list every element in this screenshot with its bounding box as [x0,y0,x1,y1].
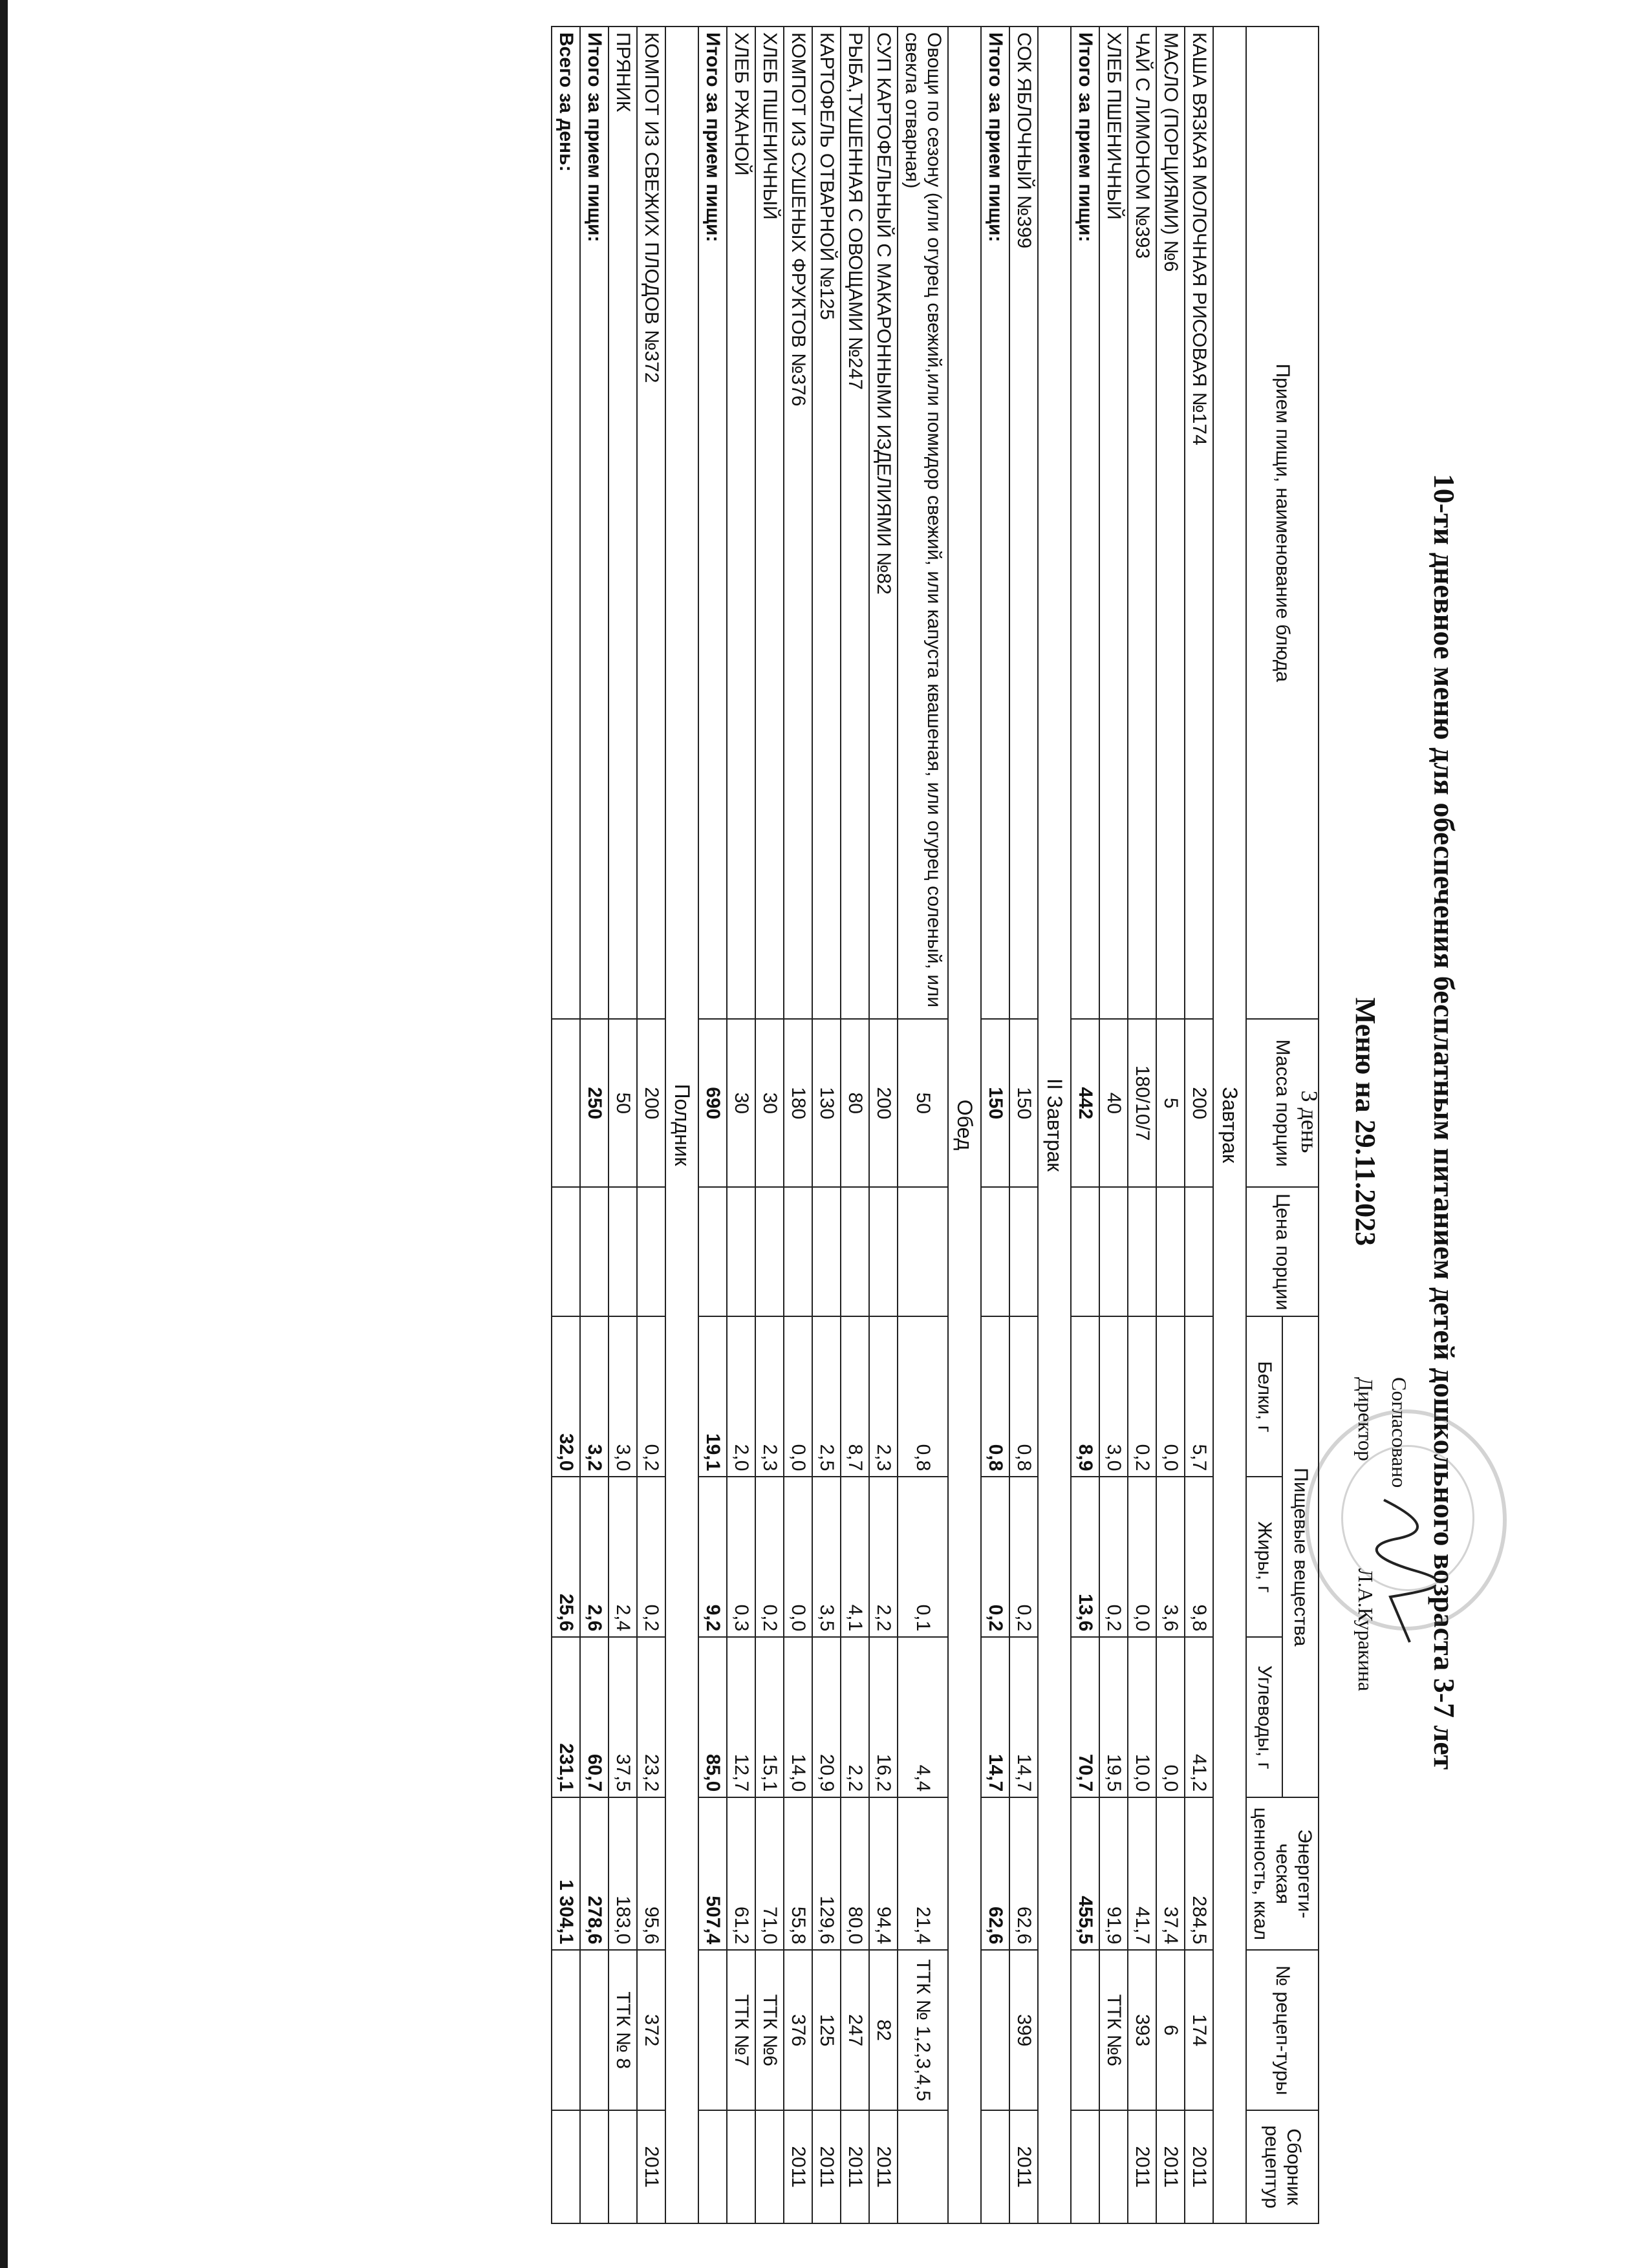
dish-collection [609,2110,637,2223]
dish-recipe: 174 [1185,1950,1213,2110]
header-collection: Сборник рецептур [1246,2110,1319,2223]
dish-recipe: 247 [841,1950,869,2110]
meal-total-mass: 150 [981,1019,1009,1187]
dish-name: СОК ЯБЛОЧНЫЙ №399 [1009,27,1038,1019]
dish-collection: 2011 [841,2110,869,2223]
dish-name: КОМПОТ ИЗ СВЕЖИХ ПЛОДОВ №372 [637,27,665,1019]
approval-director-name: Л.А.Куракина [1354,1568,1377,1691]
section-title: Завтрак [1213,27,1246,2223]
scan-left-edge [0,0,8,2268]
dish-carbs: 12,7 [727,1637,755,1797]
empty-cell [698,1187,727,1316]
dish-mass: 180 [784,1019,812,1187]
dish-recipe: ТТК №6 [755,1950,784,2110]
table-row [841,27,869,2223]
dish-name: Овощи по сезону (или огурец свежий,или помидор свежий, или капуста квашеная, или огурец соленый, или свекла отварная) [898,27,948,1019]
meal-total-protein: 8,9 [1071,1316,1099,1477]
dish-collection: 2011 [1009,2110,1038,2223]
dish-energy: 129,6 [812,1797,841,1950]
dish-mass: 50 [898,1019,948,1187]
dish-fat: 2,4 [609,1477,637,1637]
dish-recipe: 125 [812,1950,841,2110]
dish-protein: 2,5 [812,1316,841,1477]
dish-protein: 8,7 [841,1316,869,1477]
dish-collection [755,2110,784,2223]
dish-protein: 0,0 [784,1316,812,1477]
meal-total-energy: 455,5 [1071,1797,1099,1950]
dish-recipe: 376 [784,1950,812,2110]
dish-mass: 150 [1009,1019,1038,1187]
table-row [727,27,755,2223]
section-title: Обед [948,27,981,2223]
empty-cell [580,1187,609,1316]
menu-table [551,26,1319,2224]
header-energy: Энергети-ческая ценность, ккал [1246,1797,1319,1950]
dish-price [609,1187,637,1316]
menu-date: Меню на 29.11.2023 [1350,997,1381,1246]
section-row [1038,27,1071,2223]
dish-protein: 2,3 [755,1316,784,1477]
empty-cell [981,1950,1009,2110]
dish-protein: 0,0 [1156,1316,1185,1477]
day-total-row [552,27,580,2223]
dish-mass: 30 [727,1019,755,1187]
dish-carbs: 14,0 [784,1637,812,1797]
meal-total-fat: 2,6 [580,1477,609,1637]
dish-energy: 80,0 [841,1797,869,1950]
dish-carbs: 41,2 [1185,1637,1213,1797]
dish-protein: 0,2 [1128,1316,1156,1477]
table-row [812,27,841,2223]
dish-carbs: 37,5 [609,1637,637,1797]
dish-fat: 3,5 [812,1477,841,1637]
dish-price [1009,1187,1038,1316]
empty-cell [580,2110,609,2223]
empty-cell [552,1019,580,1187]
approval-director-line [1349,1377,1383,1691]
dish-energy: 94,4 [869,1797,898,1950]
section-row [948,27,981,2223]
dish-carbs: 0,0 [1156,1637,1185,1797]
approval-director-label: Директор [1354,1377,1377,1461]
dish-collection [727,2110,755,2223]
table-row [784,27,812,2223]
table-row [869,27,898,2223]
dish-collection: 2011 [1128,2110,1156,2223]
dish-carbs: 23,2 [637,1637,665,1797]
approval-agreed: Согласовано [1388,1377,1411,1488]
meal-total-row [1071,27,1099,2223]
dish-name: КОМПОТ ИЗ СУШЕНЫХ ФРУКТОВ №376 [784,27,812,1019]
dish-protein: 3,0 [609,1316,637,1477]
day-total-protein: 32,0 [552,1316,580,1477]
dish-price [898,1187,948,1316]
dish-mass: 130 [812,1019,841,1187]
dish-collection: 2011 [869,2110,898,2223]
dish-protein: 5,7 [1185,1316,1213,1477]
dish-protein: 0,2 [637,1316,665,1477]
meal-total-row [698,27,727,2223]
empty-cell [981,2110,1009,2223]
meal-total-carbs: 60,7 [580,1637,609,1797]
dish-mass: 5 [1156,1019,1185,1187]
meal-total-fat: 13,6 [1071,1477,1099,1637]
header-meal: Прием пищи, наименование блюда [1246,27,1319,1019]
dish-carbs: 4,4 [898,1637,948,1797]
dish-mass: 50 [609,1019,637,1187]
day-label: 3 день [1297,1090,1322,1153]
dish-name: ХЛЕБ РЖАНОЙ [727,27,755,1019]
empty-cell [698,1950,727,2110]
meal-total-carbs: 70,7 [1071,1637,1099,1797]
rotated-page [91,26,1578,2218]
dish-mass: 200 [637,1019,665,1187]
meal-total-label: Итого за прием пищи: [698,27,727,1019]
dish-fat: 0,0 [784,1477,812,1637]
meal-total-carbs: 85,0 [698,1637,727,1797]
dish-collection: 2011 [637,2110,665,2223]
empty-cell [981,1187,1009,1316]
dish-price [637,1187,665,1316]
meal-total-energy: 278,6 [580,1797,609,1950]
table-row [609,27,637,2223]
dish-name: ПРЯНИК [609,27,637,1019]
meal-total-protein: 0,8 [981,1316,1009,1477]
dish-recipe: 399 [1009,1950,1038,2110]
dish-name: КАША ВЯЗКАЯ МОЛОЧНАЯ РИСОВАЯ №174 [1185,27,1213,1019]
table-row [755,27,784,2223]
dish-fat: 2,2 [869,1477,898,1637]
dish-recipe: 393 [1128,1950,1156,2110]
dish-collection [1099,2110,1128,2223]
dish-fat: 0,1 [898,1477,948,1637]
dish-energy: 37,4 [1156,1797,1185,1950]
header-recipe: № рецеп-туры [1246,1950,1319,2110]
meal-total-fat: 9,2 [698,1477,727,1637]
dish-name: ХЛЕБ ПШЕНИЧНЫЙ [1099,27,1128,1019]
dish-recipe: ТТК №7 [727,1950,755,2110]
table-row [1099,27,1128,2223]
dish-price [1185,1187,1213,1316]
empty-cell [552,1187,580,1316]
meal-total-carbs: 14,7 [981,1637,1009,1797]
dish-mass: 40 [1099,1019,1128,1187]
header-nutrients: Пищевые вещества [1282,1316,1319,1797]
dish-fat: 0,2 [755,1477,784,1637]
dish-recipe: ТТК №6 [1099,1950,1128,2110]
section-row [665,27,698,2223]
dish-mass: 180/10/7 [1128,1019,1156,1187]
table-row [637,27,665,2223]
dish-fat: 4,1 [841,1477,869,1637]
header-mass: Масса порции [1246,1019,1319,1187]
empty-cell [552,2110,580,2223]
section-row [1213,27,1246,2223]
dish-fat: 3,6 [1156,1477,1185,1637]
table-row [1185,27,1213,2223]
meal-total-protein: 3,2 [580,1316,609,1477]
day-total-carbs: 231,1 [552,1637,580,1797]
meal-total-mass: 442 [1071,1019,1099,1187]
meal-total-label: Итого за прием пищи: [981,27,1009,1019]
dish-carbs: 14,7 [1009,1637,1038,1797]
dish-fat: 0,3 [727,1477,755,1637]
dish-recipe: ТТК № 8 [609,1950,637,2110]
empty-cell [1071,1187,1099,1316]
table-row [1009,27,1038,2223]
header-protein: Белки, г [1246,1316,1282,1477]
dish-energy: 41,7 [1128,1797,1156,1950]
dish-protein: 0,8 [1009,1316,1038,1477]
document-title: 10-ти дневное меню для обеспечения бесплатным питанием детей дошкольного возраста 3-7 лет [1428,473,1461,1770]
dish-energy: 71,0 [755,1797,784,1950]
dish-price [755,1187,784,1316]
dish-protein: 2,0 [727,1316,755,1477]
dish-protein: 0,8 [898,1316,948,1477]
dish-protein: 3,0 [1099,1316,1128,1477]
dish-mass: 30 [755,1019,784,1187]
dish-carbs: 20,9 [812,1637,841,1797]
dish-name: КАРТОФЕЛЬ ОТВАРНОЙ №125 [812,27,841,1019]
empty-cell [580,1950,609,2110]
dish-price [727,1187,755,1316]
dish-carbs: 15,1 [755,1637,784,1797]
meal-total-protein: 19,1 [698,1316,727,1477]
dish-collection: 2011 [812,2110,841,2223]
dish-recipe: ТТК № 1,2,3,4,5 [898,1950,948,2110]
dish-fat: 0,0 [1128,1477,1156,1637]
dish-price [812,1187,841,1316]
meal-total-row [981,27,1009,2223]
dish-fat: 0,2 [1009,1477,1038,1637]
dish-carbs: 10,0 [1128,1637,1156,1797]
dish-collection: 2011 [1185,2110,1213,2223]
dish-name: МАСЛО (ПОРЦИЯМИ) №6 [1156,27,1185,1019]
dish-fat: 9,8 [1185,1477,1213,1637]
meal-total-fat: 0,2 [981,1477,1009,1637]
dish-price [1156,1187,1185,1316]
dish-name: РЫБА,ТУШЕННАЯ С ОВОЩАМИ №247 [841,27,869,1019]
empty-cell [552,1950,580,2110]
table-row [1128,27,1156,2223]
empty-cell [1071,1950,1099,2110]
meal-total-energy: 507,4 [698,1797,727,1950]
meal-total-label: Итого за прием пищи: [580,27,609,1019]
day-total-label: Всего за день: [552,27,580,1019]
dish-price [784,1187,812,1316]
header-carbs: Углеводы, г [1246,1637,1282,1797]
dish-energy: 61,2 [727,1797,755,1950]
dish-collection: 2011 [784,2110,812,2223]
dish-fat: 0,2 [637,1477,665,1637]
meal-total-mass: 250 [580,1019,609,1187]
dish-name: СУП КАРТОФЕЛЬНЫЙ С МАКАРОННЫМИ ИЗДЕЛИЯМИ №82 [869,27,898,1019]
section-title: II Завтрак [1038,27,1071,2223]
dish-recipe: 6 [1156,1950,1185,2110]
empty-cell [1071,2110,1099,2223]
dish-collection: 2011 [1156,2110,1185,2223]
header-fat: Жиры, г [1246,1477,1282,1637]
dish-carbs: 16,2 [869,1637,898,1797]
dish-price [1128,1187,1156,1316]
dish-energy: 62,6 [1009,1797,1038,1950]
dish-energy: 21,4 [898,1797,948,1950]
dish-fat: 0,2 [1099,1477,1128,1637]
dish-energy: 183,0 [609,1797,637,1950]
meal-total-label: Итого за прием пищи: [1071,27,1099,1019]
menu-table-body [552,27,1246,2223]
empty-cell [698,2110,727,2223]
meal-total-row [580,27,609,2223]
day-total-energy: 1 304,1 [552,1797,580,1950]
dish-carbs: 19,5 [1099,1637,1128,1797]
dish-name: ЧАЙ С ЛИМОНОМ №393 [1128,27,1156,1019]
approval-block [1349,1377,1416,1691]
header-price: Цена порции [1246,1187,1319,1316]
meal-total-energy: 62,6 [981,1797,1009,1950]
dish-energy: 55,8 [784,1797,812,1950]
title-block [1296,26,1578,2218]
dish-mass: 200 [869,1019,898,1187]
dish-recipe: 372 [637,1950,665,2110]
dish-protein: 2,3 [869,1316,898,1477]
dish-carbs: 2,2 [841,1637,869,1797]
table-row [1156,27,1185,2223]
day-total-fat: 25,6 [552,1477,580,1637]
dish-price [841,1187,869,1316]
dish-mass: 200 [1185,1019,1213,1187]
dish-mass: 80 [841,1019,869,1187]
dish-recipe: 82 [869,1950,898,2110]
dish-name: ХЛЕБ ПШЕНИЧНЫЙ [755,27,784,1019]
dish-price [869,1187,898,1316]
table-row [898,27,948,2223]
meal-total-mass: 690 [698,1019,727,1187]
dish-price [1099,1187,1128,1316]
dish-energy: 91,9 [1099,1797,1128,1950]
section-title: Полдник [665,27,698,2223]
dish-energy: 95,6 [637,1797,665,1950]
dish-collection [898,2110,948,2223]
dish-energy: 284,5 [1185,1797,1213,1950]
